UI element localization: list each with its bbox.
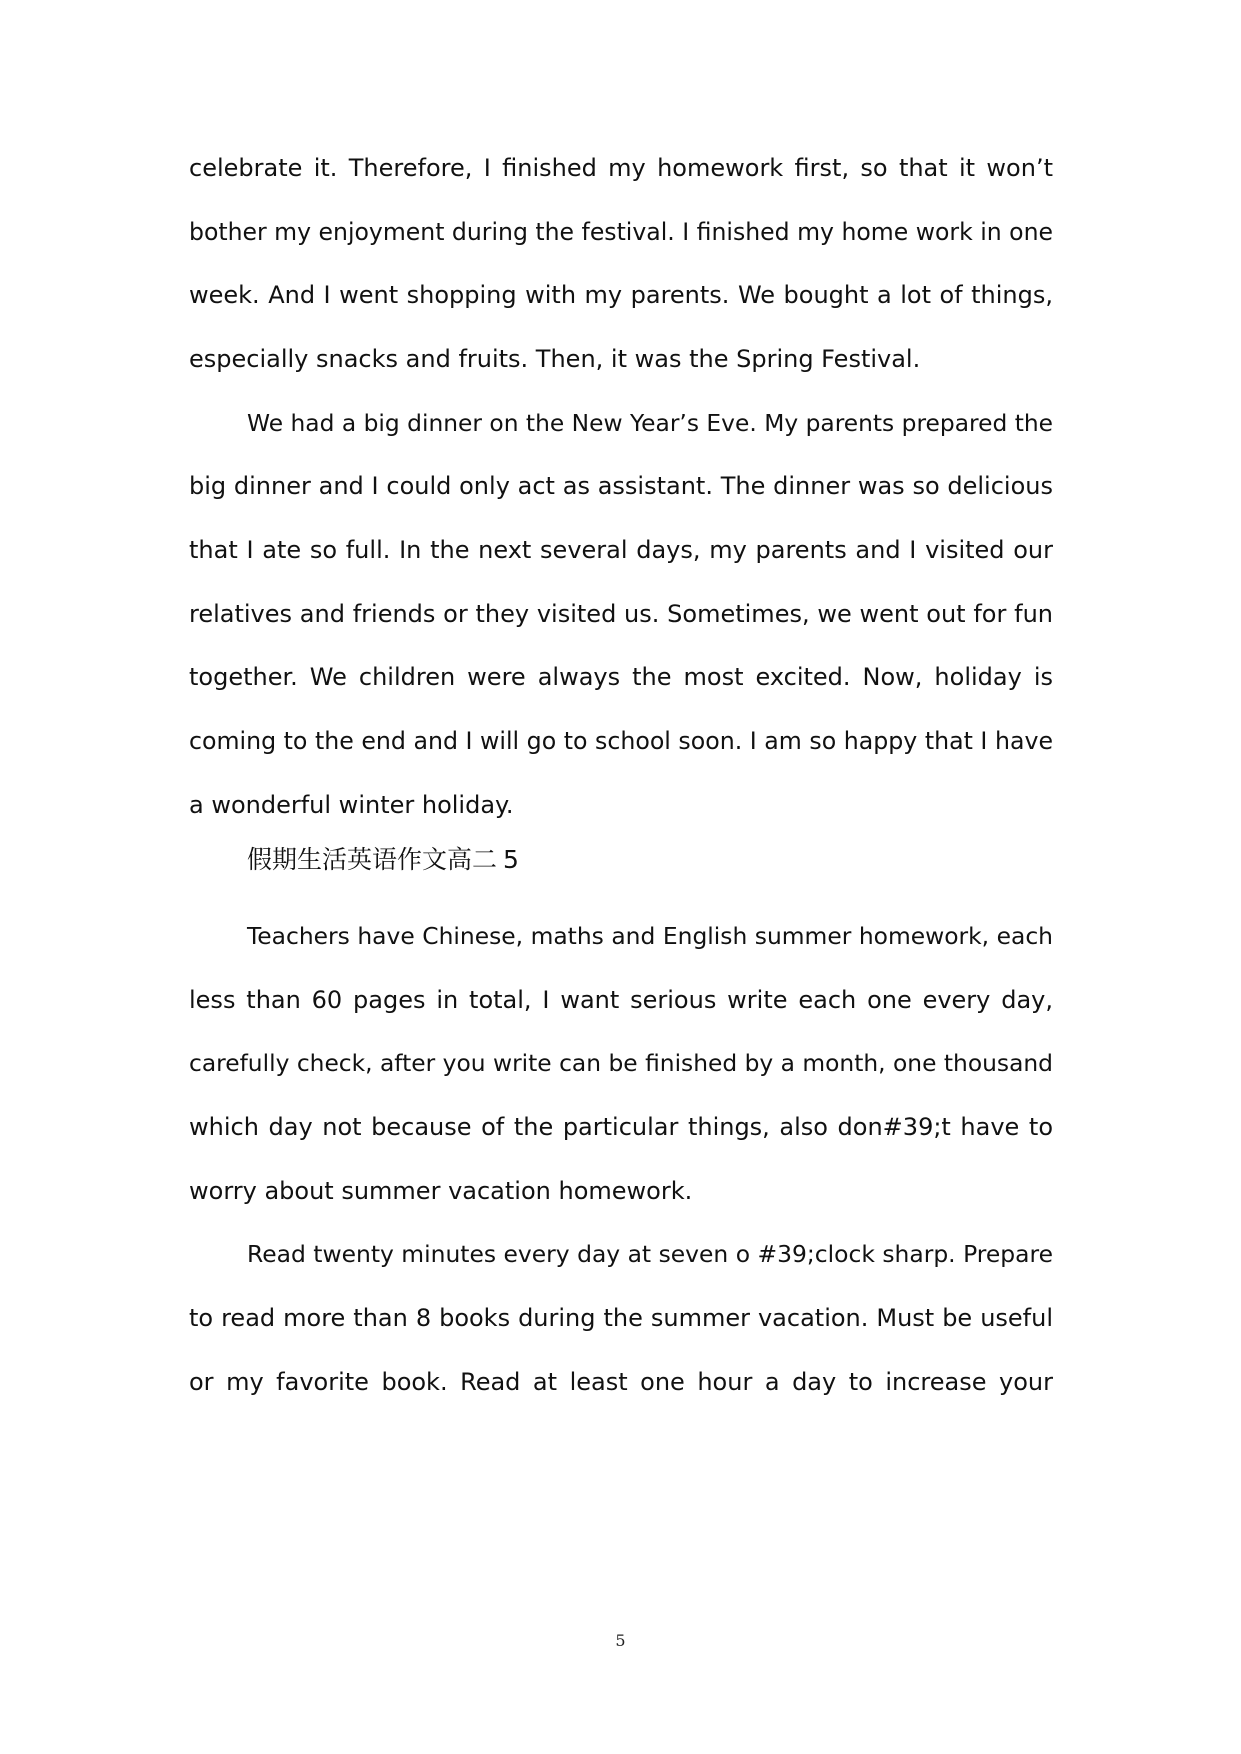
text-line: bother my enjoyment during the festival. I finished my home work in one: [189, 218, 1053, 246]
text-line: that I ate so full. In the next several days, my parents and I visited our: [189, 536, 1053, 564]
text-line: Teachers have Chinese, maths and English summer homework, each: [247, 922, 1053, 950]
text-line: or my favorite book. Read at least one hour a day to increase your: [189, 1368, 1053, 1396]
text-line: celebrate it. Therefore, I finished my homework first, so that it won’t: [189, 154, 1053, 182]
section-heading: [247, 840, 519, 880]
text-line: relatives and friends or they visited us. Sometimes, we went out for fun: [189, 600, 1053, 628]
text-line: a wonderful winter holiday.: [189, 791, 514, 819]
text-line: especially snacks and fruits. Then, it was the Spring Festival.: [189, 345, 921, 373]
text-line: together. We children were always the most excited. Now, holiday is: [189, 663, 1053, 691]
text-line: carefully check, after you write can be finished by a month, one thousand: [189, 1049, 1053, 1077]
section-heading-number: 5: [503, 845, 519, 874]
text-line: We had a big dinner on the New Year’s Eve. My parents prepared the: [247, 409, 1053, 437]
text-line: Read twenty minutes every day at seven o #39;clock sharp. Prepare: [247, 1240, 1053, 1268]
text-line: to read more than 8 books during the summer vacation. Must be useful: [189, 1304, 1053, 1332]
text-line: coming to the end and I will go to school soon. I am so happy that I have: [189, 727, 1053, 755]
section-heading-text: 假期生活英语作文高二: [247, 845, 498, 874]
text-line: less than 60 pages in total, I want serious write each one every day,: [189, 986, 1053, 1014]
text-line: big dinner and I could only act as assistant. The dinner was so delicious: [189, 472, 1053, 500]
text-line: week. And I went shopping with my parents. We bought a lot of things,: [189, 281, 1053, 309]
text-line: which day not because of the particular things, also don#39;t have to: [189, 1113, 1053, 1141]
page-number: 5: [615, 1631, 626, 1650]
text-line: worry about summer vacation homework.: [189, 1177, 693, 1205]
